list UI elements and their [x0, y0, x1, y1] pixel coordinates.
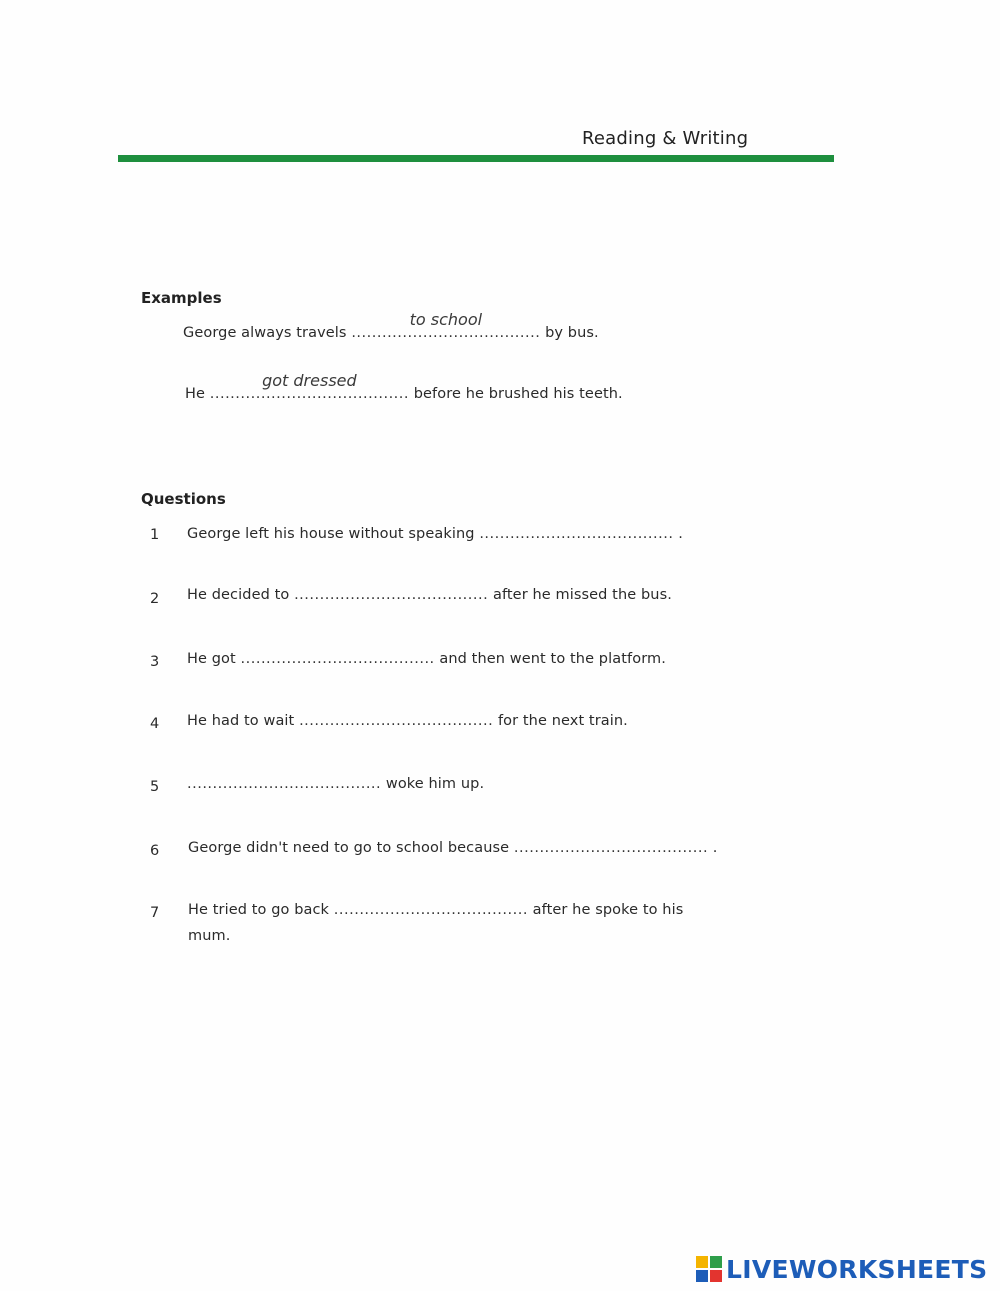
question-line-7 — [188, 902, 683, 918]
question-text-after: . — [678, 526, 683, 542]
example-answer: got dressed — [262, 371, 357, 390]
question-text-before: He got — [187, 651, 236, 667]
example-text-before: George always travels — [183, 325, 347, 341]
answer-field-4[interactable]: ...................................... — [299, 713, 494, 729]
example-text-before: He — [185, 386, 206, 402]
question-number: 2 — [150, 591, 160, 607]
question-number: 1 — [150, 527, 160, 543]
questions-heading: Questions — [141, 490, 226, 508]
question-line-3 — [187, 651, 666, 667]
example-text-after: before he brushed his teeth. — [413, 386, 623, 402]
answer-field-7[interactable]: ...................................... — [333, 902, 528, 918]
question-text-before: He decided to — [187, 587, 290, 603]
liveworksheets-logo — [696, 1252, 987, 1286]
brand-name: LIVEWORKSHEETS — [726, 1254, 988, 1284]
answer-field-2[interactable]: ...................................... — [294, 587, 489, 603]
example-answer-field[interactable]: ....................................... got dressed — [209, 371, 410, 402]
question-text-after: and then went to the platform. — [439, 651, 666, 667]
example-answer-field[interactable]: ..................................... to school — [351, 310, 541, 341]
question-text-after: after he spoke to his — [532, 902, 684, 918]
example-line-2 — [185, 371, 623, 402]
question-text-before: He had to wait — [187, 713, 295, 729]
answer-field-6[interactable]: ...................................... — [513, 840, 709, 856]
question-line-7-continuation: mum. — [188, 928, 231, 944]
question-text-before: George left his house without speaking — [187, 526, 475, 542]
question-text-after: . — [712, 840, 718, 856]
question-line-1 — [187, 526, 683, 542]
question-line-6 — [188, 840, 718, 856]
question-number: 5 — [150, 779, 160, 795]
logo-blocks-icon — [696, 1256, 722, 1282]
question-text-before: He tried to go back — [188, 902, 330, 918]
question-line-4 — [187, 713, 628, 729]
header-rule — [118, 155, 834, 162]
question-line-5 — [187, 776, 484, 792]
question-text-before: George didn't need to go to school because — [188, 840, 510, 856]
question-number: 7 — [150, 905, 160, 921]
question-text-after: woke him up. — [385, 776, 485, 792]
answer-field-1[interactable]: ...................................... — [479, 526, 674, 542]
answer-field-5[interactable]: ...................................... — [187, 776, 382, 792]
examples-heading: Examples — [141, 289, 222, 307]
question-text-after: after he missed the bus. — [492, 587, 672, 603]
example-line-1 — [183, 310, 599, 341]
example-text-after: by bus. — [545, 325, 599, 341]
question-text-after: for the next train. — [497, 713, 628, 729]
question-number: 3 — [150, 654, 160, 670]
question-number: 4 — [150, 716, 160, 732]
answer-field-3[interactable]: ...................................... — [240, 651, 435, 667]
example-answer: to school — [409, 310, 483, 329]
section-label: Reading & Writing — [582, 128, 749, 149]
question-line-2 — [187, 587, 672, 603]
question-number: 6 — [150, 843, 160, 859]
